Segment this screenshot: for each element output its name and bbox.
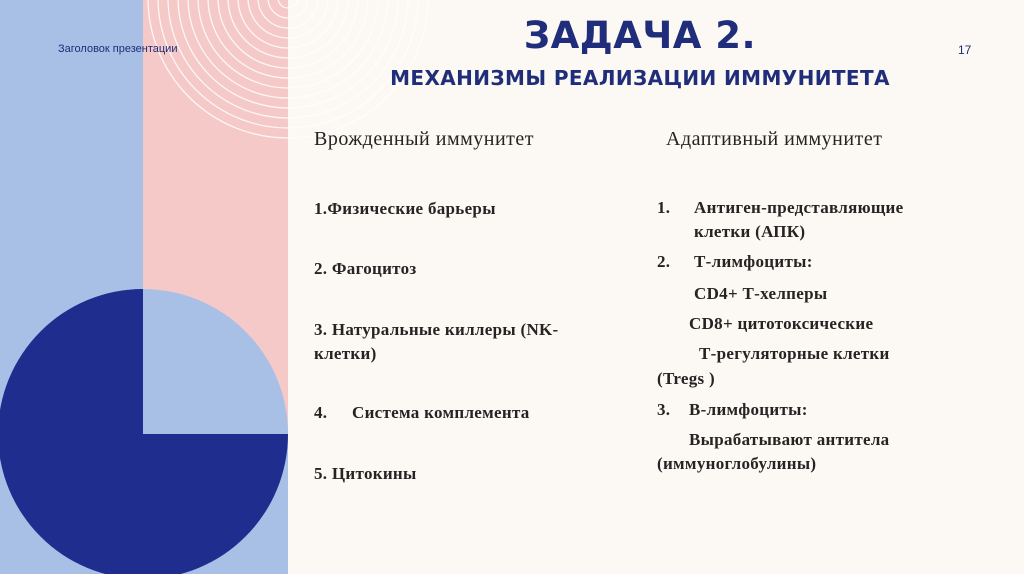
innate-item-cytokines: 5. Цитокины: [314, 464, 417, 483]
slide-subtitle: МЕХАНИЗМЫ РЕАЛИЗАЦИИ ИММУНИТЕТА: [390, 66, 890, 90]
adaptive-number-2: 2.: [657, 252, 671, 271]
adaptive-apc-cont: клетки (АПК): [694, 222, 806, 241]
light-blue-quarter-decoration: [143, 289, 288, 434]
adaptive-number-1: 1.: [657, 198, 671, 217]
adaptive-cd4: CD4+ Т-хелперы: [694, 284, 828, 303]
page-number: 17: [958, 43, 972, 57]
adaptive-apc: Антиген-представляющие: [694, 198, 904, 217]
slide-title: ЗАДАЧА 2.: [523, 14, 757, 57]
adaptive-tregs-cont: (Tregs ): [657, 369, 715, 388]
innate-item-nk-cells-cont: клетки): [314, 344, 377, 363]
adaptive-immunity-heading: Адаптивный иммунитет: [666, 128, 883, 150]
adaptive-t-lymphocytes: Т-лимфоциты:: [694, 252, 813, 271]
adaptive-antibodies-cont: (иммуноглобулины): [657, 454, 817, 473]
adaptive-b-lymphocytes: В-лимфоциты:: [689, 400, 808, 419]
adaptive-number-3: 3.: [657, 400, 671, 419]
adaptive-tregs: Т-регуляторные клетки: [699, 344, 890, 363]
innate-item-nk-cells: 3. Натуральные киллеры (NK-: [314, 320, 559, 339]
innate-item-barriers: 1.Физические барьеры: [314, 199, 496, 218]
adaptive-antibodies: Вырабатывают антитела: [689, 430, 890, 449]
innate-immunity-heading: Врожденный иммунитет: [314, 128, 535, 150]
adaptive-cd8: CD8+ цитотоксические: [689, 314, 874, 333]
innate-item-complement: Система комплемента: [352, 403, 530, 422]
innate-item-complement-number: 4.: [314, 403, 328, 422]
presentation-header-label: Заголовок презентации: [58, 43, 178, 55]
innate-item-phagocytosis: 2. Фагоцитоз: [314, 259, 417, 278]
